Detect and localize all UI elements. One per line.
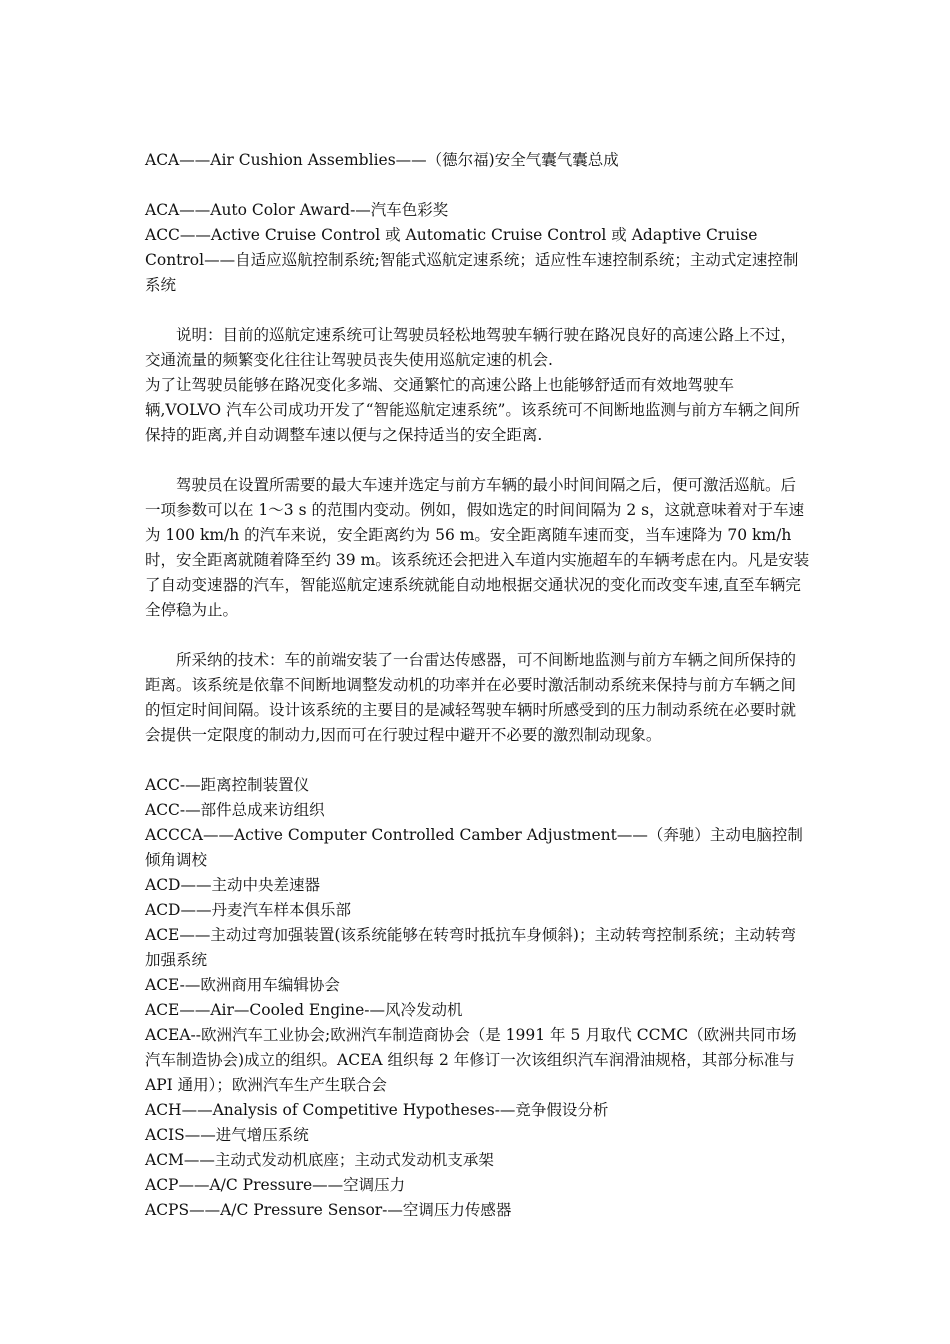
blank-line [145, 623, 810, 648]
entry-acis: ACIS——进气增压系统 [145, 1126, 309, 1144]
entry-ace-editors: ACE-—欧洲商用车编辑协会 [145, 976, 340, 994]
blank-line [145, 748, 810, 773]
entry-acm: ACM——主动式发动机底座；主动式发动机支承架 [145, 1151, 494, 1169]
entry-acc-component: ACC-—部件总成来访组织 [145, 801, 325, 819]
entry-acea: ACEA--欧洲汽车工业协会;欧洲汽车制造商协会（是 1991 年 5 月取代 CCMC（欧洲共同市场汽车制造协会)成立的组织。ACEA 组织每 2 年修订一次该组织汽车润滑油规格，其部分标准与 API 通用）；欧洲汽车生产生联合会 [145, 1026, 797, 1094]
blank-line [145, 298, 810, 323]
entry-aca-air-cushion: ACA——Air Cushion Assemblies——（德尔福)安全气囊气囊总成 [145, 151, 619, 169]
document-body [145, 148, 810, 1223]
entry-acc-cruise-control: ACC——Active Cruise Control 或 Automatic Cruise Control 或 Adaptive Cruise Control——自适应巡航控制系统;智能式巡航定速系统；适应性车速控制系统；主动式定速控制系统 [145, 226, 799, 294]
paragraph-driver-setup: 驾驶员在设置所需要的最大车速并选定与前方车辆的最小时间间隔之后，便可激活巡航。后一项参数可以在 1～3 s 的范围内变动。例如，假如选定的时间间隔为 2 s，这就意味着对于车速为 100 km/h 的汽车来说，安全距离约为 56 m。安全距离随车速而变，当车速降为 70 km/h 时，安全距离就随着降至约 39 m。该系统还会把进入车道内实施超车的车辆考虑在内。凡是安装了自动变速器的汽车，智能巡航定速系统就能自动地根据交通状况的变化而改变车速,直至车辆完全停稳为止。 [145, 476, 810, 619]
blank-line [145, 448, 810, 473]
entry-acd-center-diff: ACD——主动中央差速器 [145, 876, 320, 894]
entry-acps: ACPS——A/C Pressure Sensor-—空调压力传感器 [145, 1201, 512, 1219]
paragraph-technology: 所采纳的技术：车的前端安装了一台雷达传感器，可不间断地监测与前方车辆之间所保持的距离。该系统是依靠不间断地调整发动机的功率并在必要时激活制动系统来保持与前方车辆之间的恒定时间间隔。设计该系统的主要目的是减轻驾驶车辆时所感受到的压力制动系统在必要时就会提供一定限度的制动力,因而可在行驶过程中避开不必要的激烈制动现象。 [145, 651, 797, 744]
paragraph-explanation: 说明：目前的巡航定速系统可让驾驶员轻松地驾驶车辆行驶在路况良好的高速公路上不过，交通流量的频繁变化往往让驾驶员丧失使用巡航定速的机会. [145, 326, 797, 369]
entry-acp: ACP——A/C Pressure——空调压力 [145, 1176, 406, 1194]
entry-aca-auto-color: ACA——Auto Color Award-—汽车色彩奖 [145, 201, 449, 219]
entry-ace-cornering: ACE——主动过弯加强装置(该系统能够在转弯时抵抗车身倾斜)；主动转弯控制系统；主动转弯加强系统 [145, 926, 796, 969]
entry-ace-air-cooled: ACE——Air—Cooled Engine-—风冷发动机 [145, 1001, 463, 1019]
blank-line [145, 173, 810, 198]
entry-acc-distance: ACC-—距离控制装置仪 [145, 776, 310, 794]
paragraph-volvo: 为了让驾驶员能够在路况变化多端、交通繁忙的高速公路上也能够舒适而有效地驾驶车辆,VOLVO 汽车公司成功开发了“智能巡航定速系统”。该系统可不间断地监测与前方车辆之间所保持的距离,并自动调整车速以便与之保持适当的安全距离. [145, 376, 800, 444]
entry-ach: ACH——Analysis of Competitive Hypotheses-—竞争假设分析 [145, 1101, 609, 1119]
entry-accca: ACCCA——Active Computer Controlled Camber Adjustment——（奔驰）主动电脑控制倾角调校 [145, 826, 803, 869]
entry-acd-danish-club: ACD——丹麦汽车样本俱乐部 [145, 901, 351, 919]
